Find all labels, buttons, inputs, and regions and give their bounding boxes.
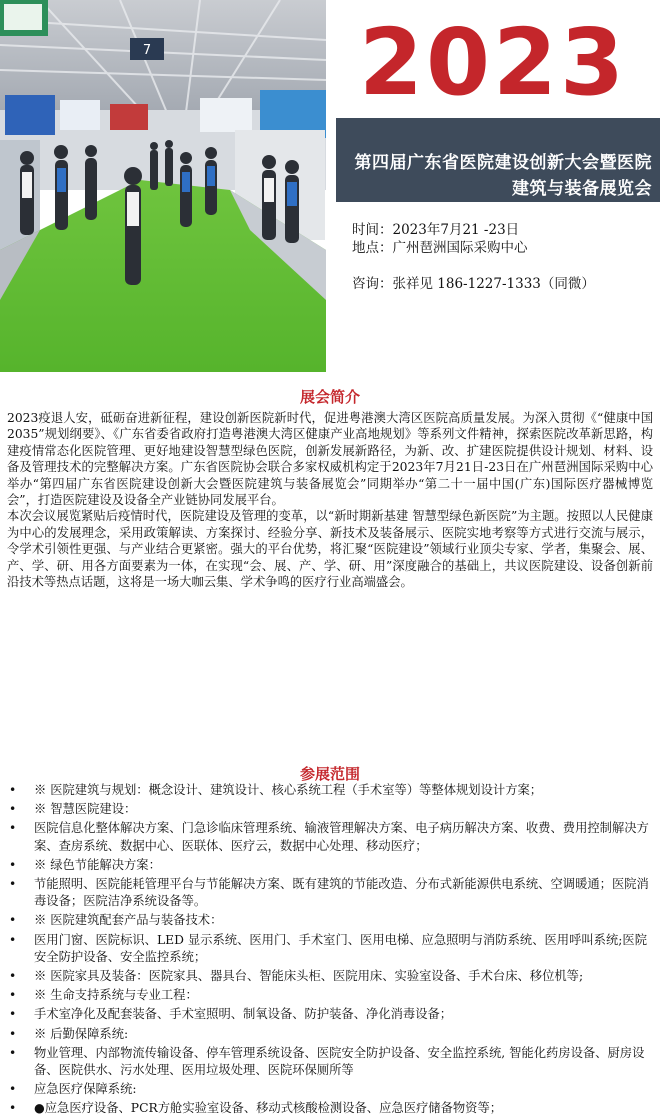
scope-item: • ※ 医院建筑与规划：概念设计、建筑设计、核心系统工程（手术室等）等整体规划设计方案；: [0, 782, 660, 799]
event-place: 地点：广州琶洲国际采购中心: [352, 240, 528, 256]
intro-paragraph-2: 本次会议展览紧贴后疫情时代，医院建设及管理的变革，以“新时期新基建 智慧型绿色新医院”为主题。按照以人民健康为中心的发展理念，采用政策解读、方案探讨、经验分享、新技术及装备展示、医院实地考察等方式进行交流与展示，令学术引领性更强、与产业结合更紧密。强大的平台优势，将汇聚“医院建设”领域行业顶尖专家、学者，集聚会、展、产、学、研、用各方面要素为一体，在实现“会、展、产、学、研、用”深度融合的基础上，共议医院建设、设备创新前沿技术等热点话题，这将是一场大咖云集、学术争鸣的医疗行业高端盛会。: [7, 509, 653, 590]
scope-item: • ※ 医院家具及装备：医院家具、器具台、智能床头柜、医院用床、实验室设备、手术台床、移位机等;: [0, 968, 660, 985]
event-year: 2023: [358, 9, 628, 116]
scope-item: • ※ 生命支持系统与专业工程：: [0, 987, 660, 1004]
banner: [0, 0, 660, 372]
scope-heading: 参展范围: [299, 765, 360, 783]
event-contact: 咨询：张祥见 186-1227-1333（同微）: [352, 276, 595, 292]
scope-item: • ※ 智慧医院建设：: [0, 801, 660, 818]
intro-text: [7, 410, 653, 590]
event-time: 时间：2023年7月21 -23日: [352, 222, 520, 238]
scope-item: • ●应急医疗设备、PCR方舱实验室设备、移动式核酸检测设备、应急医疗储备物资等；: [0, 1100, 660, 1117]
intro-heading: 展会简介: [299, 388, 360, 406]
scope-item: • 应急医疗保障系统:: [0, 1081, 660, 1098]
expo-hall-illustration: [0, 0, 326, 372]
intro-paragraph-1: 2023疫退人安，砥砺奋进新征程，建设创新医院新时代，促进粤港澳大湾区医院高质量发展。为深入贯彻《“健康中国2035”规划纲要》、《广东省委省政府打造粤港澳大湾区健康产业高地规划》等系列文件精神，探索医院改革新思路，构建疫情常态化医院管理、更好地建设智慧型绿色医院，创新发展新路径，为新、改、扩建医院提供设计规划、材料、设备及管理技术的完整解决方案。广东省医院协会联合多家权威机构定于2023年7月21日-23日在广州琶洲国际采购中心举办“第四届广东省医院建设创新大会暨医院建筑与装备展览会”同期举办“第二十一届中国(广东)国际医疗器械博览会”，打造医院建设及设备全产业链协同发展平台。: [7, 411, 653, 508]
scope-item: • 医用门窗、医院标识、LED 显示系统、医用门、手术室门、医用电梯、应急照明与消防系统、医用呼叫系统;医院安全防护设备、安全监控系统；: [0, 932, 660, 966]
scope-item: • ※ 医院建筑配套产品与装备技术：: [0, 912, 660, 929]
scope-item: • ※ 后勤保障系统:: [0, 1026, 660, 1043]
scope-list: [0, 782, 660, 1120]
event-title-box: [336, 118, 660, 202]
year-area: [326, 0, 660, 118]
hall-sign-number: 7: [142, 43, 152, 58]
event-title-line-1: 第四届广东省医院建设创新大会暨医院: [354, 153, 652, 173]
scope-item: • 手术室净化及配套装备、手术室照明、制氧设备、防护装备、净化消毒设备；: [0, 1006, 660, 1023]
scope-item: • ※ 绿色节能解决方案：: [0, 857, 660, 874]
expo-hall-photo: [0, 0, 326, 372]
scope-item: • 物业管理、内部物流传输设备、停车管理系统设备、医院安全防护设备、安全监控系统, 智能化药房设备、厨房设备、医院供水、污水处理、医用垃圾处理、医院环保厕所等: [0, 1045, 660, 1079]
scope-item: • 节能照明、医院能耗管理平台与节能解决方案、既有建筑的节能改造、分布式新能源供电系统、空调暖通；医院消毒设备；医院洁净系统设备等。: [0, 876, 660, 910]
event-title-line-2: 建筑与装备展览会: [512, 179, 652, 199]
scope-item: • 医院信息化整体解决方案、门急诊临床管理系统、输液管理解决方案、电子病历解决方案、收费、费用控制解决方案、查房系统、数据中心、医联体、医疗云，数据中心处理、移动医疗；: [0, 820, 660, 854]
